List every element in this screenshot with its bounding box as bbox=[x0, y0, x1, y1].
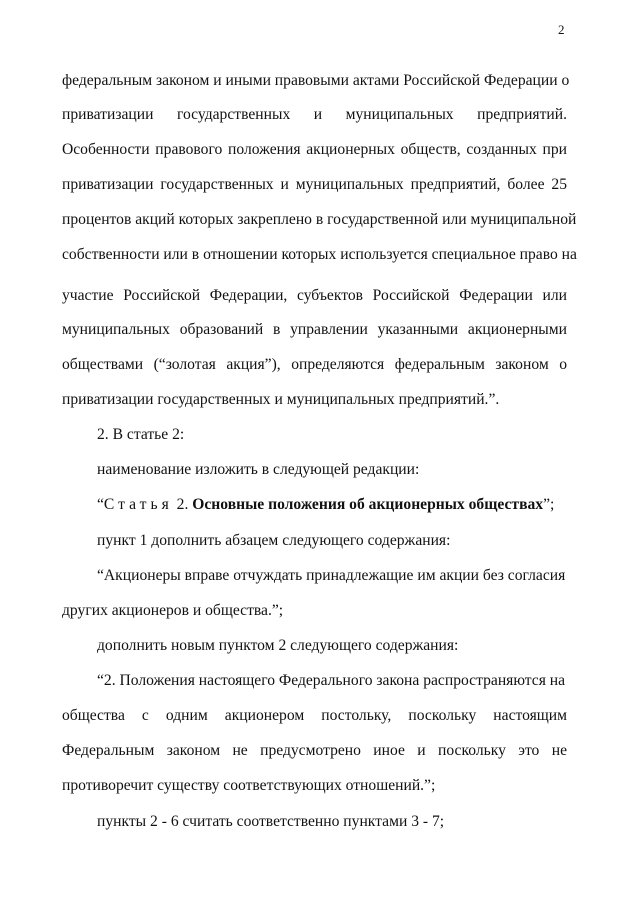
text-line: муниципальных образований в управлении указанными акционерными bbox=[62, 321, 567, 338]
text-line: обществами (“золотая акция”), определяются федеральным законом о bbox=[62, 356, 567, 373]
text-line: приватизации государственных и муниципальных предприятий.”. bbox=[62, 391, 500, 408]
text-line: приватизации государственных и муниципальных предприятий. bbox=[62, 106, 567, 123]
text-line: приватизации государственных и муниципальных предприятий, более 25 bbox=[62, 176, 567, 193]
text-line: “Акционеры вправе отчуждать принадлежащие им акции без согласия bbox=[97, 567, 566, 584]
text-line: противоречит существу соответствующих отношений.”; bbox=[62, 777, 436, 794]
text-line: Федеральным законом не предусмотрено иное и поскольку это не bbox=[62, 742, 567, 759]
text-line: “2. Положения настоящего Федерального закона распространяются на bbox=[97, 672, 566, 689]
text-line: участие Российской Федерации, субъектов Российской Федерации или bbox=[62, 287, 567, 304]
heading-title: Основные положения об акционерных обществах bbox=[192, 496, 544, 513]
text-line: Особенности правового положения акционерных обществ, созданных при bbox=[62, 141, 567, 158]
heading-number: 2. bbox=[172, 496, 193, 513]
text-line: собственности или в отношении которых используется специальное право на bbox=[62, 246, 577, 263]
text-line: общества с одним акционером постольку, поскольку настоящим bbox=[62, 707, 567, 724]
text-line: процентов акций которых закреплено в государственной или муниципальной bbox=[62, 211, 577, 228]
article-heading bbox=[97, 494, 567, 516]
heading-word: Статья bbox=[103, 496, 173, 513]
text-line: пункт 1 дополнить абзацем следующего содержания: bbox=[97, 532, 451, 549]
heading-close: ”; bbox=[543, 496, 555, 513]
text-line: других акционеров и общества.”; bbox=[62, 602, 284, 619]
heading-open-quote: “ bbox=[97, 496, 104, 513]
page-number: 2 bbox=[558, 22, 565, 37]
text-line: дополнить новым пунктом 2 следующего содержания: bbox=[97, 637, 459, 654]
text-line: наименование изложить в следующей редакции: bbox=[97, 461, 420, 478]
text-line: 2. В статье 2: bbox=[97, 426, 185, 443]
text-line: федеральным законом и иными правовыми актами Российской Федерации о bbox=[62, 72, 570, 89]
text-line: пункты 2 - 6 считать соответственно пунктами 3 - 7; bbox=[97, 813, 445, 830]
